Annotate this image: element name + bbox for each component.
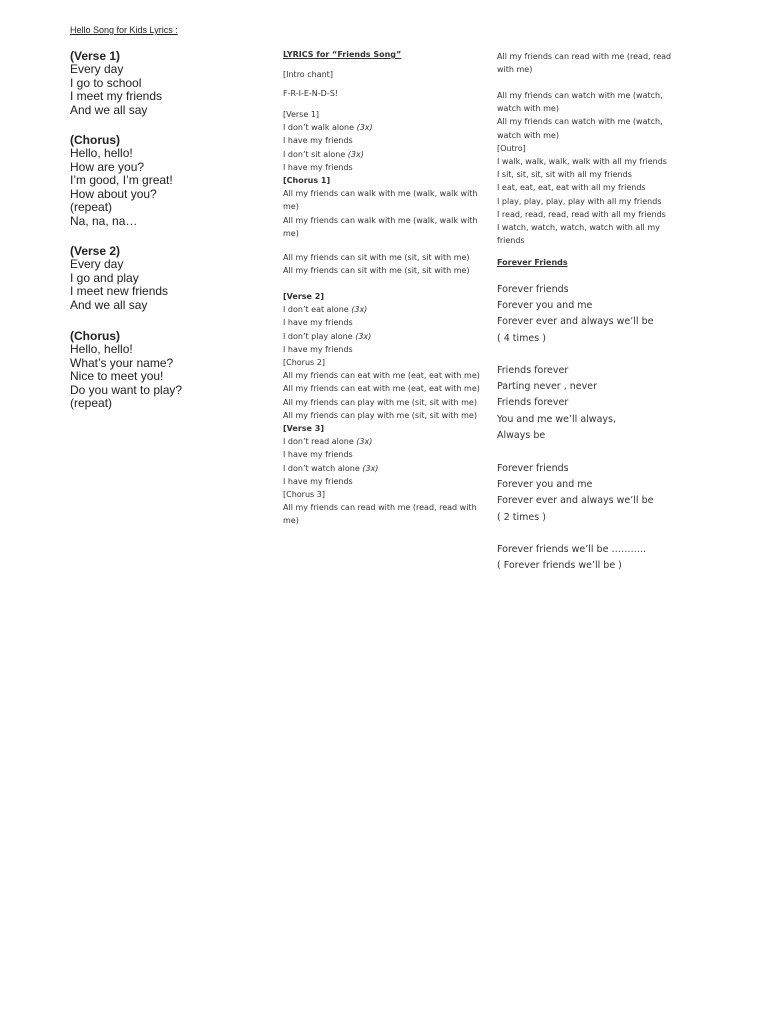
forever-friends-title-block <box>497 258 697 267</box>
lyric-line: I don’t watch alone (3x) <box>283 463 379 473</box>
lyric-line: I don’t read alone (3x) <box>283 437 373 447</box>
section-heading: (Verse 2) <box>70 244 121 258</box>
forever-friends-block-4 <box>497 542 697 574</box>
lyric-line: I go to school <box>70 75 142 90</box>
lyric-line: I meet my friends <box>70 89 163 103</box>
lyric-line: I play, play, play, play with all my friends <box>497 196 662 206</box>
chorus-label: [Chorus 1] <box>283 176 331 186</box>
outro-label: [Outro] <box>497 143 526 153</box>
document-title: Hello Song for Kids Lyrics : <box>70 25 178 35</box>
lyric-line: What’s your name? <box>70 355 174 370</box>
lyric-line: All my friends can read with me (read, read with me) <box>497 52 672 75</box>
lyric-line: Forever you and me <box>497 479 593 491</box>
lyric-line: All my friends can walk with me (walk, walk with me) <box>283 189 478 212</box>
verse-label: [Verse 3] <box>283 424 324 434</box>
lyric-line: All my friends can play with me (sit, sit with me) <box>283 410 477 420</box>
lyric-line: How about you? <box>70 186 157 201</box>
lyric-line: How are you? <box>70 159 145 174</box>
chorus-label: [Chorus 3] <box>283 490 325 500</box>
lyric-line: Do you want to play? <box>70 382 183 397</box>
lyric-line: Forever ever and always we’ll be <box>497 495 654 507</box>
lyric-line: Na, na, na… <box>70 213 138 228</box>
lyric-line: friends <box>497 236 525 246</box>
lyric-line: I read, read, read, read with all my friends <box>497 209 666 219</box>
lyric-line: Always be <box>497 429 546 441</box>
lyric-line: ( 4 times ) <box>497 332 546 344</box>
forever-friends-title: Forever Friends <box>497 258 568 267</box>
lyric-line: Every day <box>70 257 124 271</box>
lyric-line: I eat, eat, eat, eat with all my friends <box>497 183 646 193</box>
lyric-line: I walk, walk, walk, walk with all my friends <box>497 157 667 167</box>
lyric-line: I have my friends <box>283 136 353 146</box>
lyric-line: Hello, hello! <box>70 146 133 160</box>
section-heading: (Verse 1) <box>70 49 121 63</box>
forever-friends-block-1 <box>497 282 697 347</box>
lyric-line: I have my friends <box>283 162 353 172</box>
lyric-line: I have my friends <box>283 344 353 354</box>
lyric-line: (repeat) <box>70 200 113 214</box>
lyric-line: ( Forever friends we’ll be ) <box>497 560 622 572</box>
verse-label: [Verse 2] <box>283 292 324 301</box>
lyric-line: I watch, watch, watch, watch with all my <box>497 223 660 233</box>
lyric-line: I have my friends <box>283 476 353 486</box>
verse-2-block <box>283 290 483 528</box>
lyric-line: Nice to meet you! <box>70 369 164 383</box>
lyric-line: All my friends can eat with me (eat, eat with me) <box>283 371 480 381</box>
lyric-line: All my friends can walk with me (walk, walk with me) <box>283 215 478 238</box>
chorus-label: [Chorus 2] <box>283 358 325 368</box>
lyric-line: All my friends can watch with me (watch, watch with me) <box>497 117 663 140</box>
forever-friends-block-2 <box>497 363 697 444</box>
lyric-line: All my friends can sit with me (sit, sit with me) <box>283 253 470 262</box>
lyric-line: I don’t walk alone (3x) <box>283 123 373 133</box>
lyric-line: I don’t sit alone (3x) <box>283 149 364 159</box>
lyric-line: And we all say <box>70 297 148 312</box>
lyric-line: All my friends can watch with me (watch, watch with me) <box>497 91 663 114</box>
watch-chorus-block <box>497 89 689 247</box>
lyric-line: All my friends can sit with me (sit, sit with me) <box>283 266 470 276</box>
lyric-line: I have my friends <box>283 450 353 460</box>
friends-song-title: LYRICS for “Friends Song” <box>283 50 402 59</box>
verse-1 <box>70 49 260 117</box>
lyric-line: I go and play <box>70 270 139 285</box>
lyric-line: (repeat) <box>70 396 113 410</box>
lyric-line: ( 2 times ) <box>497 511 546 523</box>
lyric-line: All my friends can eat with me (eat, eat with me) <box>283 384 480 394</box>
intro-chant: [Intro chant] <box>283 70 333 79</box>
forever-friends-block-3 <box>497 461 697 526</box>
section-heading: (Chorus) <box>70 133 120 147</box>
section-heading: (Chorus) <box>70 329 120 343</box>
lyric-line: Forever friends <box>497 463 569 474</box>
lyric-line: All my friends can read with me (read, read with me) <box>283 503 477 526</box>
lyric-line: Forever friends we’ll be ……….. <box>497 544 646 555</box>
verse-2 <box>70 244 260 312</box>
lyric-line: I sit, sit, sit, sit with all my friends <box>497 170 632 180</box>
read-chorus-block <box>497 50 689 76</box>
lyric-line: Friends forever <box>497 397 569 409</box>
lyric-line: I don’t play alone (3x) <box>283 331 372 341</box>
verse-1-block <box>283 108 483 240</box>
friends-song-title-block <box>283 50 483 59</box>
lyric-line: Hello, hello! <box>70 342 133 356</box>
lyric-line: Forever friends <box>497 284 569 295</box>
lyric-line: I’m good, I’m great! <box>70 173 173 187</box>
verse-label: [Verse 1] <box>283 110 320 119</box>
lyric-line: Parting never , never <box>497 381 598 393</box>
lyric-line: Forever ever and always we’ll be <box>497 316 654 328</box>
sit-chorus-block <box>283 251 483 277</box>
lyric-line: I don’t eat alone (3x) <box>283 305 368 315</box>
lyric-line: Friends forever <box>497 365 569 376</box>
lyric-line: And we all say <box>70 102 148 117</box>
lyric-line: All my friends can play with me (sit, sit with me) <box>283 397 477 407</box>
lyric-line: I have my friends <box>283 318 353 328</box>
lyric-line: Every day <box>70 62 124 76</box>
chorus-1 <box>70 133 260 228</box>
lyric-line: I meet new friends <box>70 284 169 298</box>
chorus-2 <box>70 329 260 411</box>
chant-line: F-R-I-E-N-D-S! <box>283 89 338 98</box>
lyric-line: You and me we’ll always, <box>497 413 616 425</box>
lyric-line: Forever you and me <box>497 300 593 312</box>
